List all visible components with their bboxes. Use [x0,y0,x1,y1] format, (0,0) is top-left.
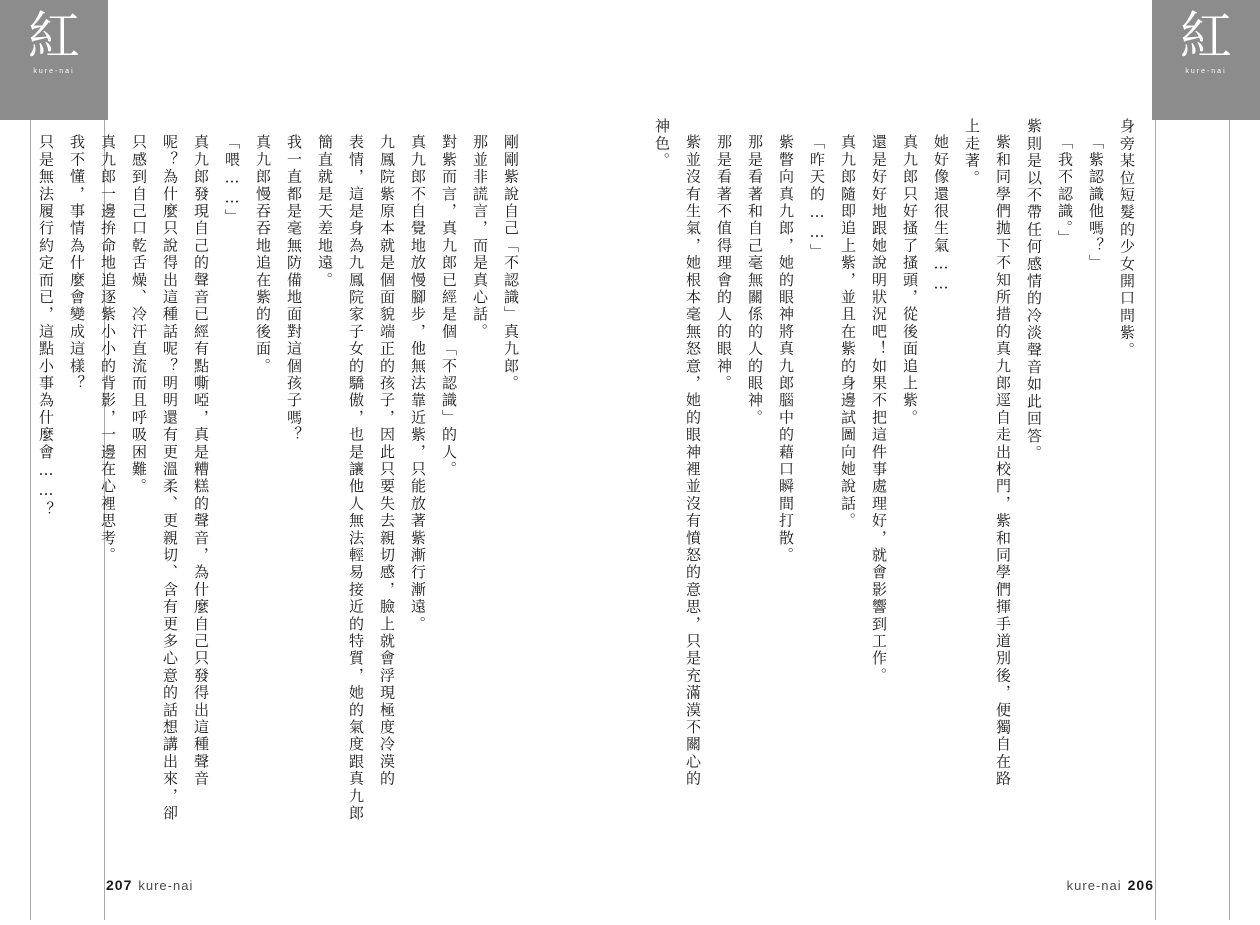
text-column: 「紫認識他嗎？」 [1087,134,1105,272]
book-logo-left [0,8,108,75]
text-column: 真九郎只好搔了搔頭，從後面追上紫。 [901,134,919,427]
text-column: 她好像還很生氣…… [932,134,950,295]
text-column: 紫並沒有生氣，她根本毫無怒意，她的眼神裡並沒有憤怒的意思，只是充滿漠不關心的 [684,134,702,788]
text-column: 九鳳院紫原本就是個面貌端正的孩子，因此只要失去親切感，臉上就會浮現極度冷漠的 [378,134,396,788]
text-column: 那並非謊言，而是真心話。 [471,134,489,341]
text-column: 真九郎隨即追上紫，並且在紫的身邊試圖向她說話。 [839,134,857,530]
text-column: 真九郎發現自己的聲音已經有點嘶啞，真是糟糕的聲音，為什麼自己只發得出這種聲音 [192,134,210,788]
text-column: 對紫而言，真九郎已經是個「不認識」的人。 [440,134,458,478]
footer-title: kure-nai [138,878,194,893]
decorative-rule-right-inner [1229,120,1230,920]
text-column: 簡直就是天差地遠。 [316,134,334,289]
decorative-rule-right-outer [1155,120,1156,920]
book-logo-right [1152,8,1260,75]
text-column: 只是無法履行約定而已，這點小事為什麼會……？ [37,134,55,519]
text-column: 神色。 [653,118,671,170]
text-column: 只感到自己口乾舌燥、冷汗直流而且呼吸困難。 [130,134,148,496]
book-logo-romaji: kure-nai [1185,68,1227,75]
text-column: 那是看著和自己毫無關係的人的眼神。 [746,134,764,427]
footer-title: kure-nai [1066,878,1122,893]
text-column: 剛剛紫說自己「不認識」真九郎。 [502,134,520,392]
text-column: 上走著。 [963,118,981,187]
text-column: 我一直都是毫無防備地面對這個孩子嗎？ [285,134,303,444]
page-footer-left [106,877,193,893]
text-column: 「昨天的……」 [808,134,826,261]
text-column: 紫瞥向真九郎，她的眼神將真九郎腦中的藉口瞬間打散。 [777,134,795,564]
text-column: 還是好好地跟她說明狀況吧！如果不把這件事處理好，就會影響到工作。 [870,134,888,685]
text-column: 我不懂，事情為什麼會變成這樣？ [68,134,86,392]
text-column: 真九郎不自覺地放慢腳步，他無法靠近紫，只能放著紫漸行漸遠。 [409,134,427,633]
text-column: 「我不認識。」 [1056,134,1074,247]
page-footer-right [1067,877,1154,893]
text-column: 表情，這是身為九鳳院家子女的驕傲，也是讓他人無法輕易接近的特質，她的氣度跟真九郎 [347,134,365,822]
text-column: 那是看著不值得理會的人的眼神。 [715,134,733,392]
book-logo-glyph: 紅 [1179,7,1232,67]
text-column: 紫和同學們拋下不知所措的真九郎逕自走出校門，紫和同學們揮手道別後，便獨自在路 [994,134,1012,788]
text-column: 真九郎慢吞吞地追在紫的後面。 [254,134,272,375]
page-number: 206 [1127,877,1154,893]
text-column: 身旁某位短髮的少女開口問紫。 [1118,118,1136,359]
book-logo-romaji: kure-nai [33,68,75,75]
text-column: 「喂……」 [223,134,241,226]
text-column: 真九郎一邊拚命地追逐紫小小的背影，一邊在心裡思考。 [99,134,117,564]
page-number: 207 [106,877,133,893]
spread-text-area [37,118,1140,858]
text-column: 紫則是以不帶任何感情的冷淡聲音如此回答。 [1025,118,1043,462]
text-column: 呢？為什麼只說得出這種話呢？明明還有更溫柔、更親切、含有更多心意的話想講出來，卻 [161,134,179,822]
decorative-rule-left-inner [30,120,31,920]
book-logo-glyph: 紅 [27,7,80,67]
